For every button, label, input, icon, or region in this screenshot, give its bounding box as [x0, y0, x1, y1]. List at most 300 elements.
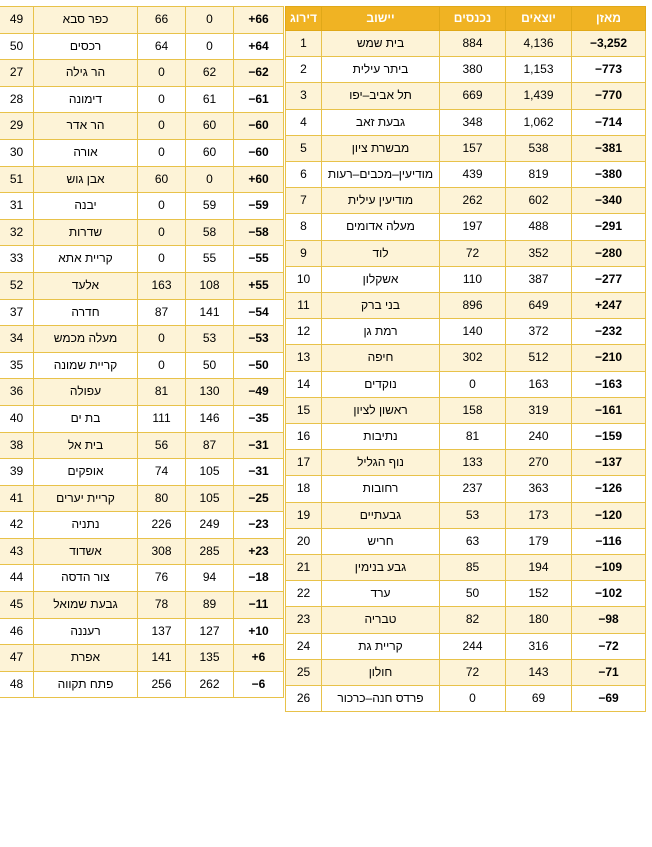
- cell-outgoing: 1,439: [506, 83, 572, 109]
- cell-balance: −59: [234, 193, 284, 220]
- cell-rank: 21: [286, 555, 322, 581]
- cell-incoming: 63: [440, 528, 506, 554]
- cell-city: גבעת זאב: [322, 109, 440, 135]
- cell-incoming: 0: [138, 113, 186, 140]
- cell-rank: 32: [0, 219, 34, 246]
- cell-outgoing: 387: [506, 266, 572, 292]
- cell-rank: 28: [0, 86, 34, 113]
- table-row: [0, 299, 284, 326]
- cell-balance: −120: [572, 502, 646, 528]
- table-row: [0, 618, 284, 645]
- cell-rank: 15: [286, 397, 322, 423]
- cell-balance: −72: [572, 633, 646, 659]
- cell-city: יבנה: [34, 193, 138, 220]
- cell-outgoing: 0: [186, 33, 234, 60]
- cell-balance: +60: [234, 166, 284, 193]
- table-row: [286, 502, 646, 528]
- cell-incoming: 380: [440, 57, 506, 83]
- table-row: [286, 266, 646, 292]
- cell-city: עפולה: [34, 379, 138, 406]
- cell-outgoing: 59: [186, 193, 234, 220]
- cell-balance: +247: [572, 293, 646, 319]
- table-row: [0, 246, 284, 273]
- cell-city: גבעתיים: [322, 502, 440, 528]
- cell-incoming: 0: [138, 86, 186, 113]
- cell-city: טבריה: [322, 607, 440, 633]
- cell-rank: 39: [0, 459, 34, 486]
- cell-incoming: 64: [138, 33, 186, 60]
- cell-outgoing: 352: [506, 240, 572, 266]
- cell-balance: −58: [234, 219, 284, 246]
- cell-balance: +55: [234, 272, 284, 299]
- cell-outgoing: 4,136: [506, 31, 572, 57]
- cell-rank: 30: [0, 139, 34, 166]
- primary-ranking-table: [285, 6, 646, 712]
- cell-city: קריית גת: [322, 633, 440, 659]
- cell-outgoing: 270: [506, 450, 572, 476]
- cell-incoming: 896: [440, 293, 506, 319]
- cell-incoming: 50: [440, 581, 506, 607]
- table-row: [0, 326, 284, 353]
- cell-rank: 1: [286, 31, 322, 57]
- cell-rank: 12: [286, 319, 322, 345]
- cell-incoming: 60: [138, 166, 186, 193]
- cell-outgoing: 1,062: [506, 109, 572, 135]
- cell-outgoing: 602: [506, 188, 572, 214]
- cell-incoming: 81: [138, 379, 186, 406]
- cell-balance: −770: [572, 83, 646, 109]
- table-row: [286, 659, 646, 685]
- cell-rank: 37: [0, 299, 34, 326]
- cell-city: לוד: [322, 240, 440, 266]
- primary-table-header: [286, 7, 646, 31]
- table-row: [286, 528, 646, 554]
- cell-city: קריית אתא: [34, 246, 138, 273]
- cell-incoming: 66: [138, 7, 186, 34]
- cell-rank: 38: [0, 432, 34, 459]
- table-row: [286, 240, 646, 266]
- cell-incoming: 244: [440, 633, 506, 659]
- cell-outgoing: 649: [506, 293, 572, 319]
- cell-outgoing: 127: [186, 618, 234, 645]
- cell-outgoing: 108: [186, 272, 234, 299]
- table-row: [0, 671, 284, 698]
- cell-outgoing: 512: [506, 345, 572, 371]
- cell-balance: +6: [234, 645, 284, 672]
- cell-incoming: 72: [440, 240, 506, 266]
- table-row: [286, 555, 646, 581]
- cell-balance: −109: [572, 555, 646, 581]
- cell-incoming: 158: [440, 397, 506, 423]
- cell-city: אלעד: [34, 272, 138, 299]
- column-header-balance: מאזן: [572, 7, 646, 31]
- cell-rank: 45: [0, 592, 34, 619]
- cell-incoming: 133: [440, 450, 506, 476]
- cell-balance: −49: [234, 379, 284, 406]
- secondary-ranking-table: [0, 6, 284, 698]
- cell-incoming: 226: [138, 512, 186, 539]
- cell-outgoing: 316: [506, 633, 572, 659]
- table-row: [286, 57, 646, 83]
- cell-balance: −232: [572, 319, 646, 345]
- cell-rank: 50: [0, 33, 34, 60]
- cell-rank: 24: [286, 633, 322, 659]
- cell-incoming: 669: [440, 83, 506, 109]
- cell-city: ערד: [322, 581, 440, 607]
- cell-city: ביתר עילית: [322, 57, 440, 83]
- cell-balance: −773: [572, 57, 646, 83]
- cell-incoming: 137: [138, 618, 186, 645]
- cell-city: מעלה אדומים: [322, 214, 440, 240]
- cell-city: מודיעין–מכבים–רעות: [322, 162, 440, 188]
- cell-outgoing: 89: [186, 592, 234, 619]
- cell-balance: −291: [572, 214, 646, 240]
- cell-incoming: 56: [138, 432, 186, 459]
- cell-balance: −381: [572, 135, 646, 161]
- cell-incoming: 140: [440, 319, 506, 345]
- cell-balance: −61: [234, 86, 284, 113]
- cell-rank: 26: [286, 686, 322, 712]
- cell-incoming: 110: [440, 266, 506, 292]
- cell-incoming: 80: [138, 485, 186, 512]
- cell-incoming: 111: [138, 405, 186, 432]
- cell-balance: −60: [234, 139, 284, 166]
- cell-city: הר גילה: [34, 60, 138, 87]
- table-row: [286, 581, 646, 607]
- cell-outgoing: 61: [186, 86, 234, 113]
- table-row: [0, 272, 284, 299]
- cell-rank: 23: [286, 607, 322, 633]
- cell-city: חדרה: [34, 299, 138, 326]
- cell-outgoing: 94: [186, 565, 234, 592]
- cell-incoming: 78: [138, 592, 186, 619]
- table-row: [286, 633, 646, 659]
- cell-incoming: 85: [440, 555, 506, 581]
- table-row: [0, 7, 284, 34]
- cell-balance: +23: [234, 538, 284, 565]
- table-row: [0, 645, 284, 672]
- table-row: [0, 193, 284, 220]
- cell-incoming: 0: [138, 60, 186, 87]
- table-row: [286, 686, 646, 712]
- table-row: [0, 538, 284, 565]
- cell-city: פתח תקווה: [34, 671, 138, 698]
- cell-city: הר אדר: [34, 113, 138, 140]
- header-row: [286, 7, 646, 31]
- cell-outgoing: 58: [186, 219, 234, 246]
- table-row: [286, 397, 646, 423]
- cell-city: מעלה מכמש: [34, 326, 138, 353]
- cell-city: נתניה: [34, 512, 138, 539]
- cell-balance: −277: [572, 266, 646, 292]
- cell-rank: 6: [286, 162, 322, 188]
- cell-incoming: 308: [138, 538, 186, 565]
- cell-outgoing: 87: [186, 432, 234, 459]
- cell-outgoing: 163: [506, 371, 572, 397]
- cell-city: גבע בנימין: [322, 555, 440, 581]
- cell-city: רכסים: [34, 33, 138, 60]
- table-row: [286, 135, 646, 161]
- cell-city: קריית שמונה: [34, 352, 138, 379]
- table-row: [286, 109, 646, 135]
- cell-balance: −98: [572, 607, 646, 633]
- cell-rank: 17: [286, 450, 322, 476]
- cell-balance: −210: [572, 345, 646, 371]
- cell-city: אשקלון: [322, 266, 440, 292]
- cell-incoming: 141: [138, 645, 186, 672]
- cell-rank: 36: [0, 379, 34, 406]
- cell-rank: 9: [286, 240, 322, 266]
- cell-city: נוף הגליל: [322, 450, 440, 476]
- cell-incoming: 82: [440, 607, 506, 633]
- cell-city: פרדס חנה–כרכור: [322, 686, 440, 712]
- cell-rank: 46: [0, 618, 34, 645]
- cell-outgoing: 194: [506, 555, 572, 581]
- cell-rank: 35: [0, 352, 34, 379]
- cell-outgoing: 488: [506, 214, 572, 240]
- cell-rank: 43: [0, 538, 34, 565]
- table-row: [286, 319, 646, 345]
- cell-city: ראשון לציון: [322, 397, 440, 423]
- cell-city: בני ברק: [322, 293, 440, 319]
- cell-balance: −380: [572, 162, 646, 188]
- table-row: [0, 565, 284, 592]
- cell-outgoing: 135: [186, 645, 234, 672]
- table-row: [0, 60, 284, 87]
- cell-city: נתיבות: [322, 424, 440, 450]
- cell-outgoing: 372: [506, 319, 572, 345]
- cell-incoming: 0: [138, 326, 186, 353]
- cell-city: אורה: [34, 139, 138, 166]
- table-row: [286, 371, 646, 397]
- cell-balance: −31: [234, 432, 284, 459]
- cell-outgoing: 62: [186, 60, 234, 87]
- cell-city: מבשרת ציון: [322, 135, 440, 161]
- cell-outgoing: 105: [186, 459, 234, 486]
- cell-rank: 22: [286, 581, 322, 607]
- cell-rank: 10: [286, 266, 322, 292]
- cell-rank: 52: [0, 272, 34, 299]
- table-row: [0, 459, 284, 486]
- cell-rank: 40: [0, 405, 34, 432]
- cell-balance: +10: [234, 618, 284, 645]
- cell-incoming: 157: [440, 135, 506, 161]
- cell-rank: 41: [0, 485, 34, 512]
- cell-balance: −62: [234, 60, 284, 87]
- cell-rank: 19: [286, 502, 322, 528]
- table-row: [286, 83, 646, 109]
- cell-city: אשדוד: [34, 538, 138, 565]
- cell-balance: −23: [234, 512, 284, 539]
- cell-rank: 3: [286, 83, 322, 109]
- cell-rank: 7: [286, 188, 322, 214]
- cell-city: אבן גוש: [34, 166, 138, 193]
- secondary-ranking-table-container: [0, 0, 288, 847]
- primary-ranking-table-container: [292, 0, 652, 847]
- cell-city: כפר סבא: [34, 7, 138, 34]
- cell-rank: 20: [286, 528, 322, 554]
- table-row: [0, 166, 284, 193]
- cell-outgoing: 141: [186, 299, 234, 326]
- table-row: [286, 424, 646, 450]
- cell-incoming: 81: [440, 424, 506, 450]
- cell-balance: −11: [234, 592, 284, 619]
- table-row: [286, 31, 646, 57]
- table-row: [286, 293, 646, 319]
- cell-outgoing: 363: [506, 476, 572, 502]
- cell-rank: 25: [286, 659, 322, 685]
- table-row: [0, 113, 284, 140]
- cell-rank: 2: [286, 57, 322, 83]
- cell-balance: −6: [234, 671, 284, 698]
- cell-balance: −55: [234, 246, 284, 273]
- cell-balance: −35: [234, 405, 284, 432]
- cell-incoming: 439: [440, 162, 506, 188]
- cell-balance: −50: [234, 352, 284, 379]
- cell-incoming: 72: [440, 659, 506, 685]
- cell-incoming: 87: [138, 299, 186, 326]
- cell-incoming: 74: [138, 459, 186, 486]
- cell-city: בית שמש: [322, 31, 440, 57]
- cell-incoming: 0: [440, 371, 506, 397]
- cell-outgoing: 285: [186, 538, 234, 565]
- cell-outgoing: 53: [186, 326, 234, 353]
- table-row: [0, 485, 284, 512]
- cell-balance: −3,252: [572, 31, 646, 57]
- cell-balance: −53: [234, 326, 284, 353]
- table-row: [0, 219, 284, 246]
- table-row: [286, 345, 646, 371]
- cell-balance: +66: [234, 7, 284, 34]
- cell-outgoing: 179: [506, 528, 572, 554]
- cell-outgoing: 319: [506, 397, 572, 423]
- cell-city: בית אל: [34, 432, 138, 459]
- primary-table-body: [286, 31, 646, 712]
- table-row: [286, 476, 646, 502]
- cell-incoming: 256: [138, 671, 186, 698]
- cell-city: דימונה: [34, 86, 138, 113]
- cell-outgoing: 0: [186, 7, 234, 34]
- cell-outgoing: 538: [506, 135, 572, 161]
- cell-outgoing: 143: [506, 659, 572, 685]
- cell-rank: 33: [0, 246, 34, 273]
- cell-rank: 11: [286, 293, 322, 319]
- cell-rank: 18: [286, 476, 322, 502]
- column-header-outgoing: יוצאים: [506, 7, 572, 31]
- cell-incoming: 348: [440, 109, 506, 135]
- table-row: [286, 450, 646, 476]
- column-header-rank: דירוג: [286, 7, 322, 31]
- cell-incoming: 884: [440, 31, 506, 57]
- cell-outgoing: 146: [186, 405, 234, 432]
- cell-outgoing: 50: [186, 352, 234, 379]
- cell-balance: −126: [572, 476, 646, 502]
- cell-outgoing: 152: [506, 581, 572, 607]
- cell-balance: −25: [234, 485, 284, 512]
- cell-city: מודיעין עילית: [322, 188, 440, 214]
- column-header-incoming: נכנסים: [440, 7, 506, 31]
- cell-city: תל אביב–יפו: [322, 83, 440, 109]
- cell-city: גבעת שמואל: [34, 592, 138, 619]
- cell-incoming: 0: [138, 193, 186, 220]
- cell-outgoing: 69: [506, 686, 572, 712]
- cell-incoming: 262: [440, 188, 506, 214]
- cell-outgoing: 819: [506, 162, 572, 188]
- cell-balance: −69: [572, 686, 646, 712]
- cell-incoming: 302: [440, 345, 506, 371]
- cell-rank: 27: [0, 60, 34, 87]
- cell-outgoing: 249: [186, 512, 234, 539]
- cell-city: חיפה: [322, 345, 440, 371]
- table-row: [0, 352, 284, 379]
- column-header-city: יישוב: [322, 7, 440, 31]
- cell-incoming: 197: [440, 214, 506, 240]
- cell-outgoing: 60: [186, 139, 234, 166]
- table-row: [0, 33, 284, 60]
- cell-balance: −340: [572, 188, 646, 214]
- cell-city: שדרות: [34, 219, 138, 246]
- cell-city: נוקדים: [322, 371, 440, 397]
- cell-city: רחובות: [322, 476, 440, 502]
- cell-rank: 14: [286, 371, 322, 397]
- cell-outgoing: 240: [506, 424, 572, 450]
- cell-rank: 31: [0, 193, 34, 220]
- cell-city: צור הדסה: [34, 565, 138, 592]
- cell-balance: −116: [572, 528, 646, 554]
- cell-balance: −54: [234, 299, 284, 326]
- cell-balance: −18: [234, 565, 284, 592]
- cell-rank: 47: [0, 645, 34, 672]
- table-row: [286, 607, 646, 633]
- cell-incoming: 0: [138, 352, 186, 379]
- cell-rank: 8: [286, 214, 322, 240]
- cell-incoming: 0: [138, 246, 186, 273]
- table-row: [286, 162, 646, 188]
- secondary-table-body: [0, 7, 284, 698]
- cell-incoming: 76: [138, 565, 186, 592]
- cell-outgoing: 55: [186, 246, 234, 273]
- table-row: [0, 86, 284, 113]
- cell-rank: 16: [286, 424, 322, 450]
- cell-rank: 5: [286, 135, 322, 161]
- table-row: [0, 512, 284, 539]
- cell-rank: 34: [0, 326, 34, 353]
- cell-balance: −161: [572, 397, 646, 423]
- cell-balance: +64: [234, 33, 284, 60]
- cell-outgoing: 105: [186, 485, 234, 512]
- table-row: [286, 214, 646, 240]
- cell-balance: −60: [234, 113, 284, 140]
- cell-balance: −137: [572, 450, 646, 476]
- cell-balance: −102: [572, 581, 646, 607]
- cell-balance: −280: [572, 240, 646, 266]
- cell-city: אופקים: [34, 459, 138, 486]
- cell-rank: 42: [0, 512, 34, 539]
- cell-outgoing: 0: [186, 166, 234, 193]
- cell-incoming: 163: [138, 272, 186, 299]
- cell-outgoing: 1,153: [506, 57, 572, 83]
- cell-city: בת ים: [34, 405, 138, 432]
- cell-rank: 13: [286, 345, 322, 371]
- cell-incoming: 53: [440, 502, 506, 528]
- cell-incoming: 0: [440, 686, 506, 712]
- cell-city: חולון: [322, 659, 440, 685]
- cell-rank: 4: [286, 109, 322, 135]
- cell-outgoing: 180: [506, 607, 572, 633]
- table-row: [0, 405, 284, 432]
- cell-city: חריש: [322, 528, 440, 554]
- cell-balance: −163: [572, 371, 646, 397]
